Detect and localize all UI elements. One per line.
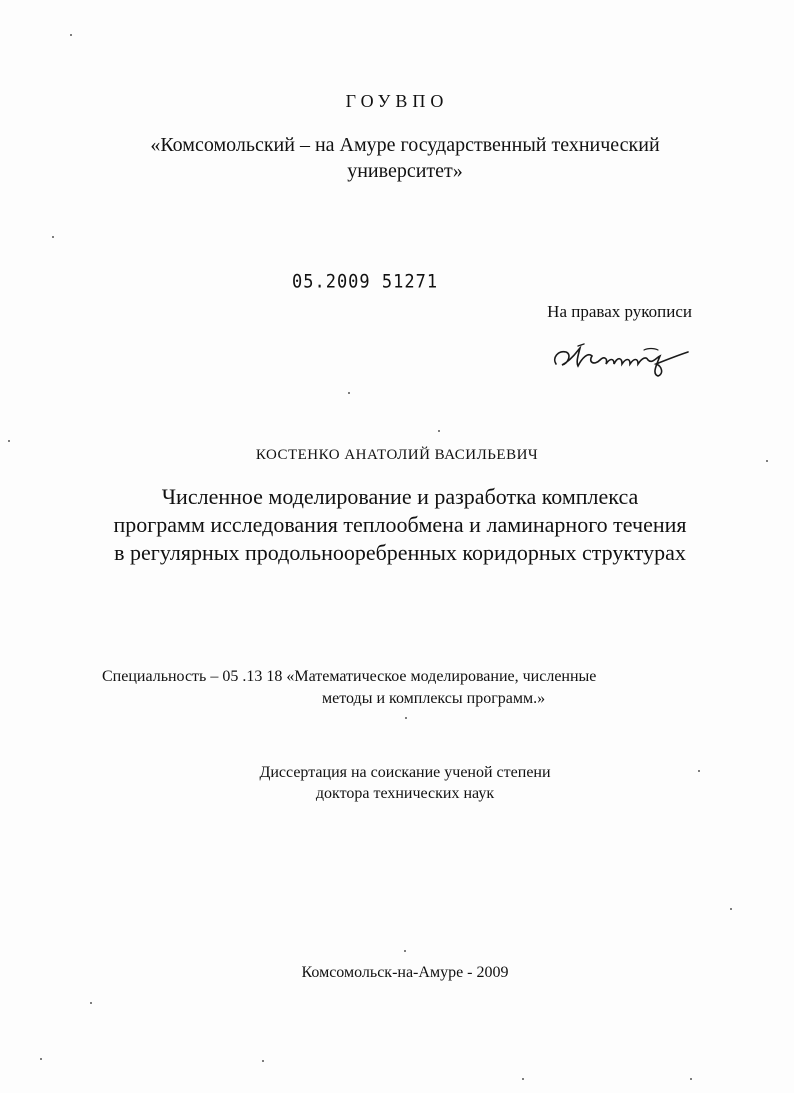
university-name-line2: университет» [347,160,463,182]
handwritten-signature-icon [548,338,698,380]
scan-speck [766,460,768,462]
city-year: Комсомольск-на-Амуре - 2009 [301,964,509,981]
author-name: КОСТЕНКО АНАТОЛИЙ ВАСИЛЬЕВИЧ [255,447,539,463]
scan-speck [348,392,350,394]
specialty-line2: методы и комплексы программ.» [322,690,546,707]
dissertation-title [80,483,720,567]
scan-speck [690,1078,692,1080]
scan-speck [90,1002,92,1004]
university-name [100,132,710,184]
university-name-line1: «Комсомольский – на Амуре государственный технический [150,134,660,156]
scan-speck [40,1058,42,1060]
degree-line1: Диссертация на соискание ученой степени [259,764,551,781]
scan-speck [70,34,72,36]
title-line2: программ исследования теплообмена и ламинарного течения [113,512,687,537]
degree-line2: доктора технических наук [315,785,495,802]
scan-speck [698,770,700,772]
specialty [80,666,720,710]
scan-speck [8,440,10,442]
organization-abbreviation: ГОУВПО [345,91,449,111]
scan-speck [262,1060,264,1062]
scan-speck [404,950,406,952]
scan-speck [438,430,440,432]
scan-speck [730,908,732,910]
scan-speck [52,236,54,238]
title-line3: в регулярных продольнооребренных коридорных структурах [114,540,686,565]
catalog-number: 05.2009 51271 [292,271,439,293]
scan-speck [405,717,407,719]
scan-speck [522,1078,524,1080]
title-line1: Численное моделирование и разработка комплекса [161,484,639,509]
rights-note: На правах рукописи [547,302,692,321]
specialty-line1: Специальность – 05 .13 18 «Математическое моделирование, численные [102,668,597,685]
degree-statement [150,762,660,804]
